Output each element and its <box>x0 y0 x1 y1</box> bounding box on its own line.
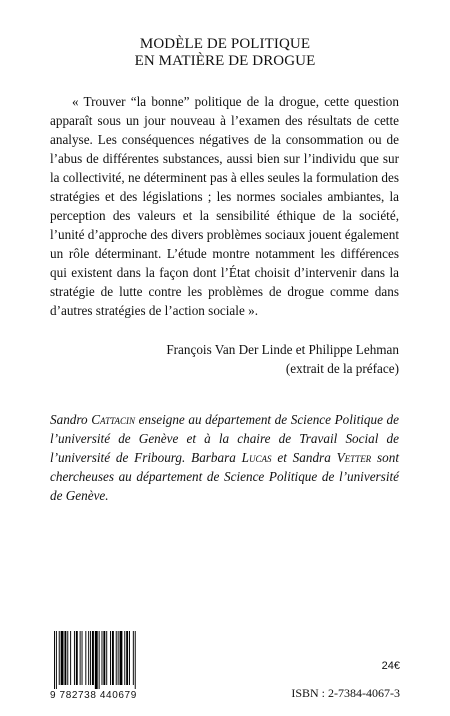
barcode-bar <box>133 631 134 685</box>
barcode-bar <box>67 631 68 685</box>
title-line-1: MODÈLE DE POLITIQUE <box>139 36 311 52</box>
barcode-bar <box>124 631 125 685</box>
barcode-bar <box>135 631 136 689</box>
barcode-bar <box>102 631 103 685</box>
authors-bio <box>50 410 399 505</box>
barcode-bar <box>64 631 66 685</box>
barcode-bars <box>50 631 162 689</box>
barcode-bar <box>80 631 81 685</box>
bio-part-2: enseigne au département de Science Politique de l’université de Genève et à la chaire de Travail Social de l’université de Fribourg. Barbara <box>50 412 399 465</box>
barcode-bar <box>54 631 55 689</box>
isbn-label: ISBN : 2-7384-4067-3 <box>291 686 400 700</box>
barcode-bar <box>70 631 71 685</box>
barcode-bar <box>92 631 94 685</box>
barcode-bar <box>88 631 89 685</box>
barcode-bar <box>59 631 60 685</box>
title-line-2: EN MATIÈRE DE DROGUE <box>134 53 316 69</box>
bio-name-lucas: Lucas <box>241 450 272 465</box>
barcode-bar <box>110 631 111 685</box>
barcode-bar <box>61 631 64 685</box>
barcode-bar <box>129 631 130 685</box>
bio-name-cattacin: Cattacin <box>91 412 136 427</box>
bio-part-4: sont chercheuses au département de Science Politique de l’université de Genève. <box>50 450 399 503</box>
book-title <box>0 36 450 70</box>
bio-part-3: et Sandra <box>271 450 337 465</box>
barcode-bar <box>116 631 117 685</box>
barcode-bar <box>95 631 98 689</box>
barcode-bar <box>56 631 57 689</box>
barcode-bar <box>74 631 75 685</box>
barcode-bar <box>99 631 100 689</box>
barcode-bar <box>90 631 91 685</box>
barcode-bar <box>103 631 105 685</box>
barcode <box>50 631 162 695</box>
bio-text <box>50 410 399 505</box>
attribution-authors: François Van Der Linde et Philippe Lehman <box>166 342 399 357</box>
barcode-bar <box>112 631 114 685</box>
attribution-source: (extrait de la préface) <box>285 361 399 376</box>
barcode-bar <box>85 631 86 685</box>
barcode-bar <box>120 631 123 685</box>
quote-attribution <box>40 340 399 378</box>
barcode-bar <box>76 631 78 685</box>
price-label: 24€ <box>381 660 400 672</box>
preface-quote <box>50 92 399 320</box>
quote-text: « Trouver “la bonne” politique de la drogue, cette question apparaît sous un jour nouveau à l’examen des résultats de cette analyse. Les conséquences négatives de la consommation ou de l’abus de différentes substances, aussi bien sur l’individu que sur la collectivité, ne déterminent pas à elles seules la formulation des stratégies et des législations ; les normes sociales ambiantes, la perception des valeurs et la sensibilité éthique de la société, l’unité d’approche des divers problèmes sociaux jouent également un rôle déterminant. L’étude montre notamment les différences qui existent dans la façon dont l’État choisit d’intervenir dans la stratégie de lutte contre les problèmes de drogue comme dans d’autres stratégies de l’action sociale ». <box>50 94 399 318</box>
barcode-bar <box>126 631 128 685</box>
barcode-digits: 9 782738 440679 <box>50 690 137 701</box>
bio-part-1: Sandro <box>50 412 92 427</box>
bio-name-vetter: Vetter <box>336 450 372 465</box>
barcode-bar <box>82 631 83 685</box>
barcode-bar <box>106 631 107 685</box>
barcode-bar <box>118 631 119 685</box>
